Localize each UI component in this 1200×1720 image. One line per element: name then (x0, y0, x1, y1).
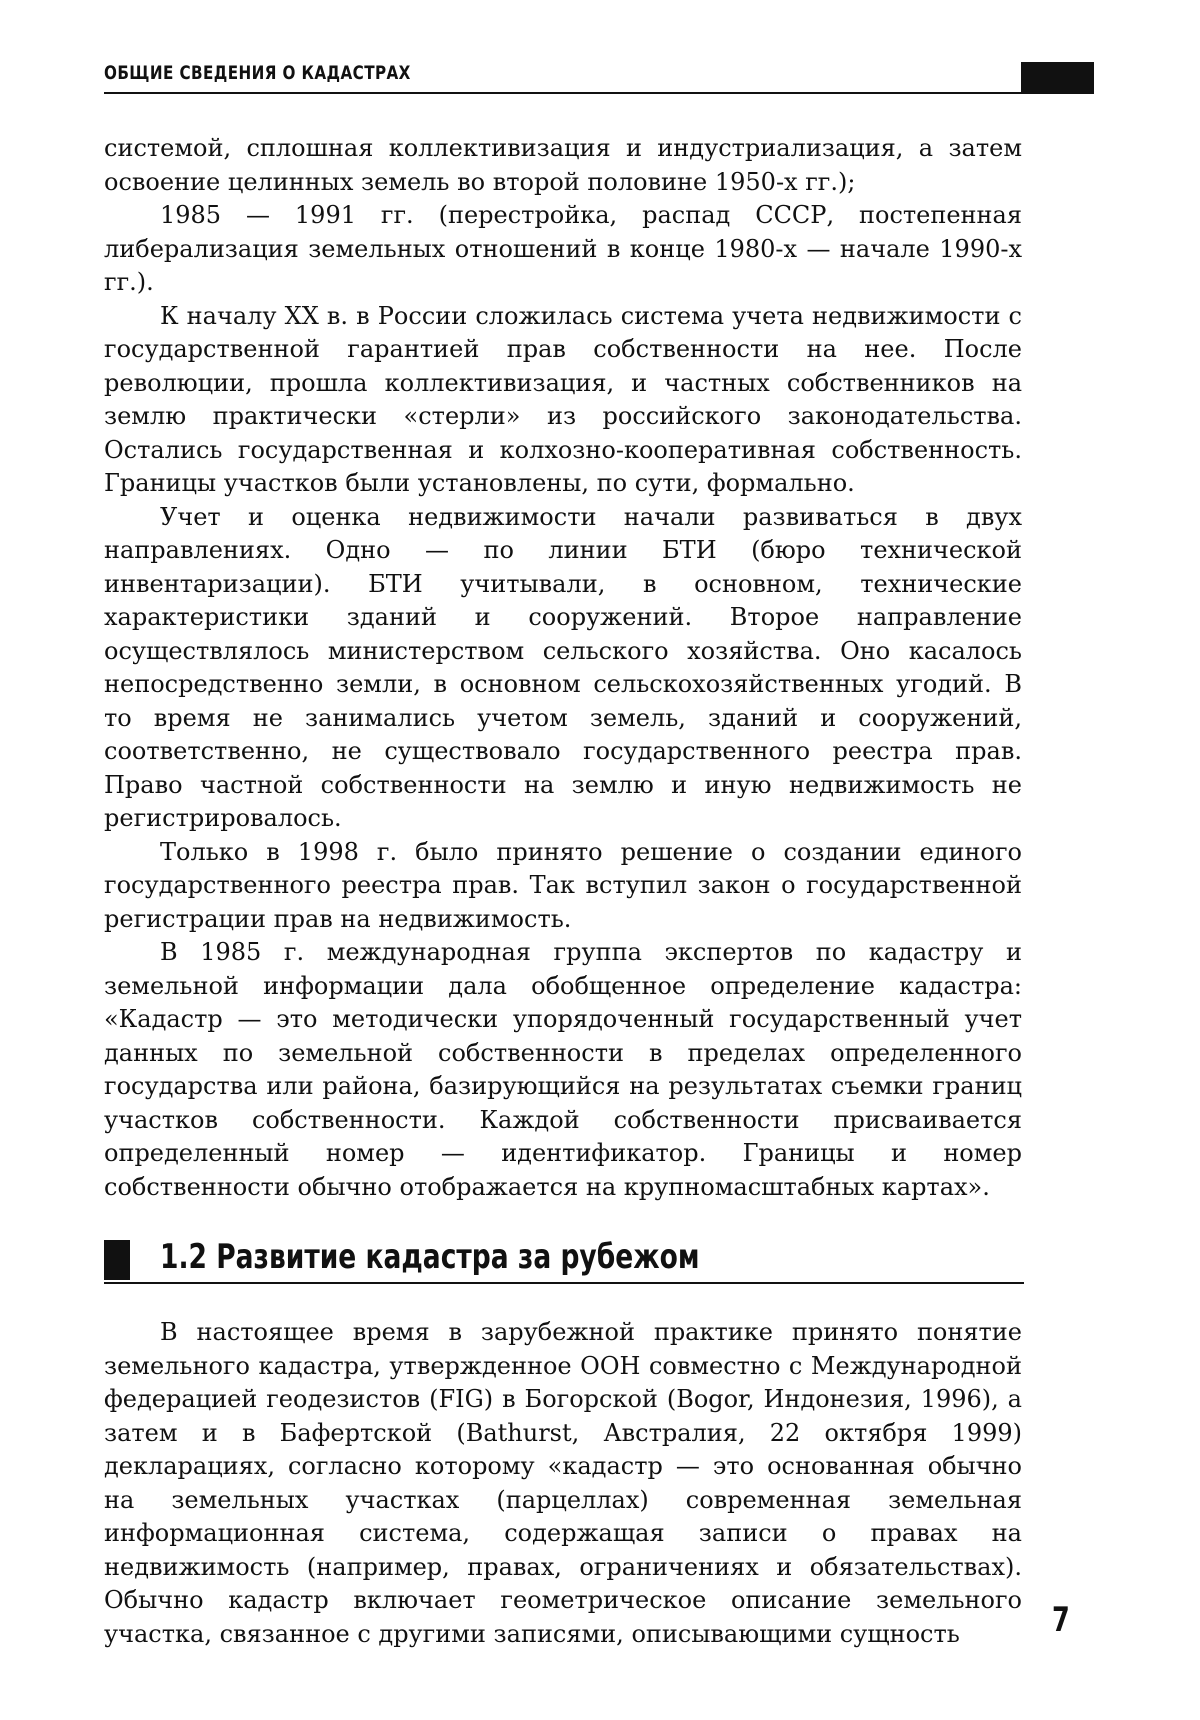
paragraph: К началу XX в. в России сложилась система учета недвижимости с государственной гарантией прав собственности на нее. После революции, прошла коллективизация, и частных собственников на землю практически «стерли» из российского законодательства. Остались государственная и колхозно-кооперативная собственность. Границы участков были установлены, по сути, формально. (104, 301, 1022, 497)
paragraph: Только в 1998 г. было принято решение о создании единого государственного реестра прав. Так вступил закон о государственной регистрации прав на недвижимость. (104, 837, 1022, 933)
running-head (104, 62, 1094, 94)
running-head-marker (1021, 62, 1094, 92)
body-text-top (104, 132, 1022, 1204)
section-title: 1.2 Развитие кадастра за рубежом (160, 1237, 700, 1277)
paragraph: 1985 — 1991 гг. (перестройка, распад СССР, постепенная либерализация земельных отношений в конце 1980-х — начале 1990-х гг.). (104, 201, 1022, 296)
paragraph: В настоящее время в зарубежной практике принято понятие земельного кадастра, утвержденное ООН совместно с Международной федерацией геодезистов (FIG) в Богорской (Bogor, Индонезия, 1996), а затем и в Бафертской (Bathurst, Австралия, 22 октября 1999) декларациях, согласно которому «кадастр — это основанная обычно на земельных участках (парцеллах) современная земельная информационная система, содержащая записи о правах на недвижимость (например, правах, ограничениях и обязательствах). Обычно кадастр включает геометрическое описание земельного участка, связанное с другими записями, описывающими сущность (104, 1318, 1022, 1648)
page-number: 7 (1052, 1600, 1070, 1640)
body-text-bottom (104, 1316, 1022, 1651)
paragraph: Учет и оценка недвижимости начали развиваться в двух направлениях. Одно — по линии БТИ (бюро технической инвентаризации). БТИ учитывали, в основном, технические характеристики зданий и сооружений. Второе направление осуществлялось министерством сельского хозяйства. Оно касалось непосредственно земли, в основном сельскохозяйственных угодий. В то время не занимались учетом земель, зданий и сооружений, соответственно, не существовало государственного реестра прав. Право частной собственности на землю и иную недвижимость не регистрировалось. (104, 502, 1022, 832)
paragraph-continuation: системой, сплошная коллективизация и индустриализация, а затем освоение целинных земель во второй половине 1950-х гг.); (104, 134, 1022, 196)
section-marker (104, 1240, 130, 1280)
running-head-title: ОБЩИЕ СВЕДЕНИЯ О КАДАСТРАХ (104, 62, 411, 84)
section-heading (104, 1234, 1024, 1284)
paragraph: В 1985 г. международная группа экспертов по кадастру и земельной информации дала обобщенное определение кадастра: «Кадастр — это методически упорядоченный государственный учет данных по земельной собственности в пределах определенного государства или района, базирующийся на результатах съемки границ участков собственности. Каждой собственности присваивается определенный номер — идентификатор. Границы и номер собственности обычно отображается на крупномасштабных картах». (104, 938, 1022, 1201)
